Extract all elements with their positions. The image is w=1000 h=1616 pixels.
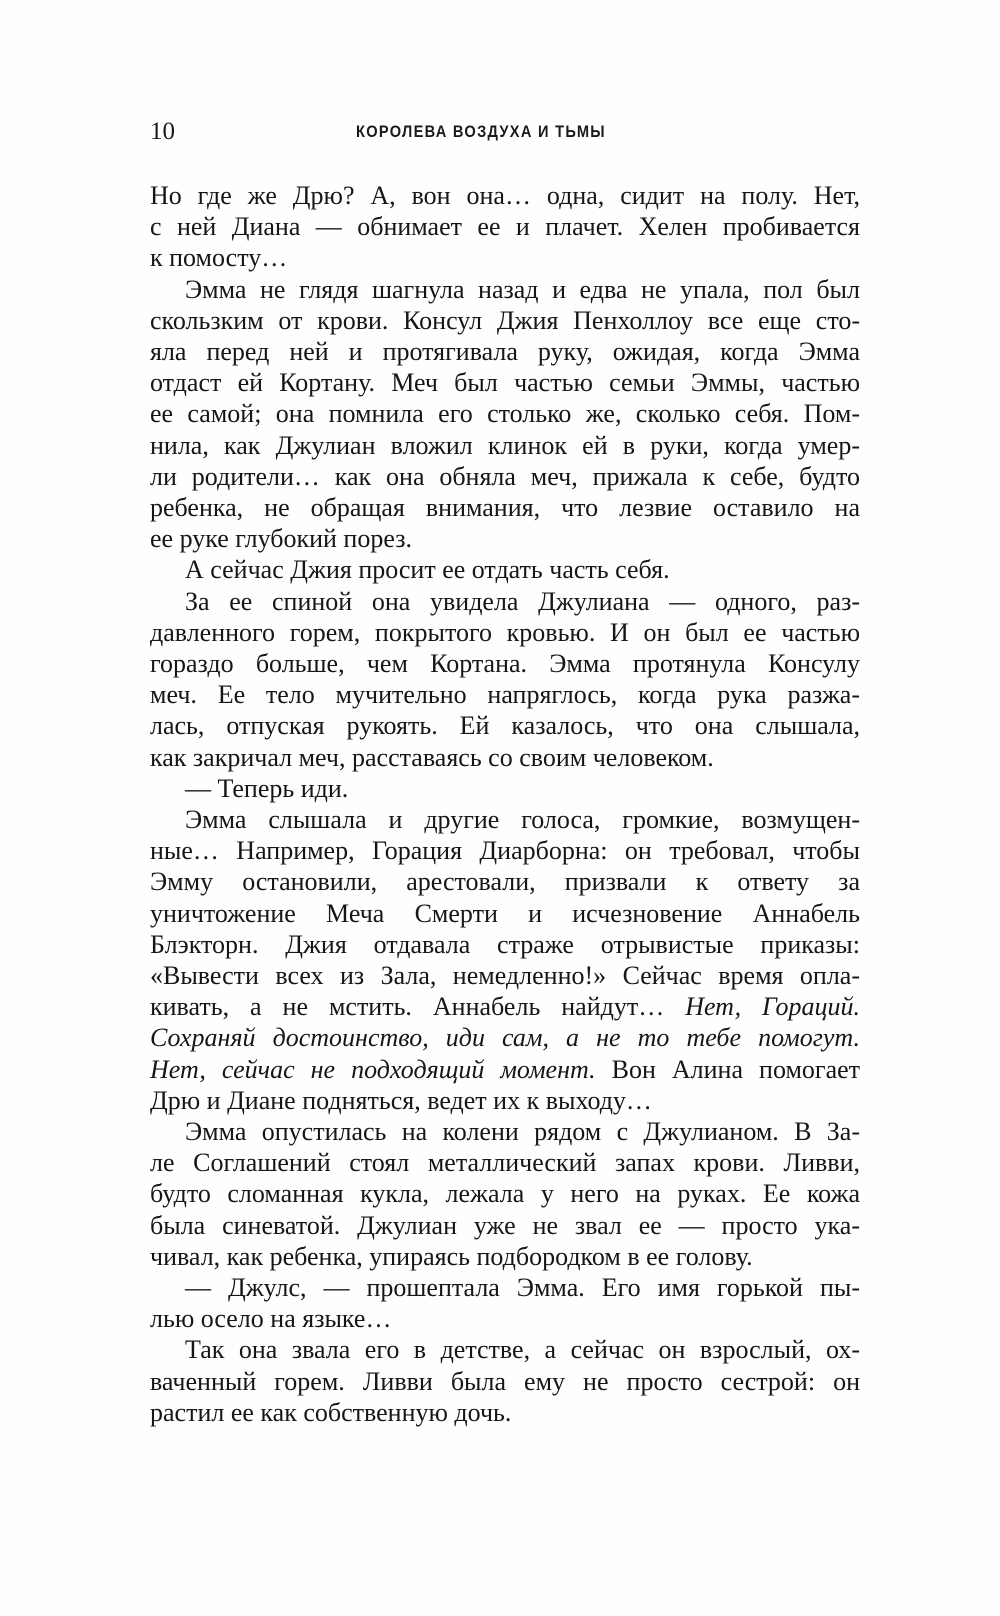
text-line: ее самой; она помнила его столько же, сколько себя. Пом- <box>150 399 860 429</box>
italic-run: Сохраняй достоинство, иди сам, а не то тебе помогут. <box>150 1023 860 1053</box>
text-line: меч. Ее тело мучительно напряглось, когда рука разжа- <box>150 680 860 710</box>
text-line: давленного горем, покрытого кровью. И он был ее частью <box>150 617 860 647</box>
text-line: ные… Например, Горация Диарборна: он требовал, чтобы <box>150 836 860 866</box>
running-title: КОРОЛЕВА ВОЗДУХА И ТЬМЫ <box>356 122 606 141</box>
text-line: Блэкторн. Джия отдавала страже отрывистые приказы: <box>150 929 860 959</box>
text-line <box>150 1054 860 1085</box>
text-line: «Вывести всех из Зала, немедленно!» Сейчас время опла- <box>150 961 860 990</box>
text-line: ле Соглашений стоял металлический запах крови. Ливви, <box>150 1148 860 1178</box>
text-line: За ее спиной она увидела Джулиана — одного, раз- <box>185 586 860 616</box>
text-line: яла перед ней и протягивала руку, ожидая, когда Эмма <box>150 337 860 366</box>
text-line: Эмма не глядя шагнула назад и едва не упала, пол был <box>185 274 860 304</box>
text-line: нила, как Джулиан вложил клинок ей в руки, когда умер- <box>150 430 860 460</box>
text-line: была синеватой. Джулиан уже не звал ее — просто ука- <box>150 1210 860 1240</box>
text-line <box>150 1022 860 1053</box>
italic-run: Нет, сейчас не подходящий момент. <box>150 1054 596 1084</box>
text-line: гораздо больше, чем Кортана. Эмма протянула Консулу <box>150 649 860 678</box>
text-line: Так она звала его в детстве, а сейчас он взрослый, ох- <box>185 1335 860 1365</box>
text-line: ли родители… как она обняла меч, прижала к себе, будто <box>150 461 860 491</box>
text-line: лью осело на языке… <box>150 1304 392 1334</box>
text-line: ваченный горем. Ливви была ему не просто сестрой: он <box>150 1366 860 1396</box>
text-line: с ней Диана — обнимает ее и плачет. Хелен пробивается <box>150 212 860 242</box>
text-line: уничтожение Меча Смерти и исчезновение Аннабель <box>150 898 860 928</box>
text-line: чивал, как ребенка, упираясь подбородком в ее голову. <box>150 1241 753 1271</box>
page-number: 10 <box>150 118 175 145</box>
text-line: ее руке глубокий порез. <box>150 524 412 554</box>
text-line: как закричал меч, расставаясь со своим человеком. <box>150 742 714 772</box>
text-line: растил ее как собственную дочь. <box>150 1397 512 1427</box>
text-line: Эмма слышала и другие голоса, громкие, возмущен- <box>185 805 860 834</box>
text-line <box>150 991 860 1022</box>
text-line: к помосту… <box>150 243 288 273</box>
text-line: ребенка, не обращая внимания, что лезвие оставило на <box>150 493 860 522</box>
text-line: Дрю и Диане подняться, ведет их к выходу… <box>150 1085 652 1115</box>
text-line: А сейчас Джия просит ее отдать часть себя. <box>185 555 670 585</box>
text-line: — Теперь иди. <box>185 773 349 803</box>
text-line: скользким от крови. Консул Джия Пенхоллоу все еще сто- <box>150 305 860 335</box>
text-run: кивать, а не мстить. Аннабель найдут… <box>150 992 686 1022</box>
italic-run: Нет, Гораций. <box>685 992 860 1022</box>
text-line: Эмму остановили, арестовали, призвали к ответу за <box>150 867 860 897</box>
text-line: Но где же Дрю? А, вон она… одна, сидит на полу. Нет, <box>150 181 860 210</box>
text-line: Эмма опустилась на колени рядом с Джулианом. В За- <box>185 1117 860 1146</box>
text-line: отдаст ей Кортану. Меч был частью семьи Эммы, частью <box>150 368 860 398</box>
text-line: лась, отпуская рукоять. Ей казалось, что она слышала, <box>150 711 860 741</box>
text-line: — Джулс, — прошептала Эмма. Его имя горькой пы- <box>185 1273 860 1302</box>
text-run: Вон Алина помогает <box>595 1054 861 1084</box>
text-line: будто сломанная кукла, лежала у него на руках. Ее кожа <box>150 1179 860 1209</box>
